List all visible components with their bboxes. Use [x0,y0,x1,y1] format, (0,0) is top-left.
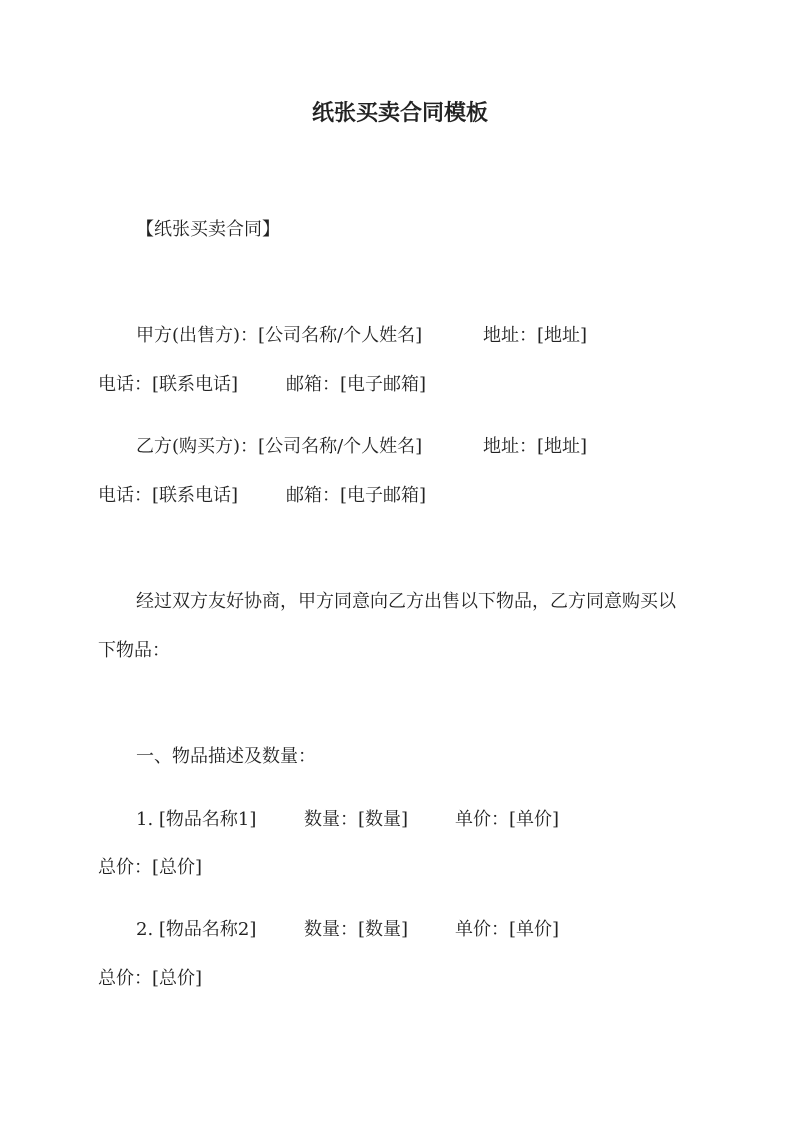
item-2-total: 总价：[总价] [98,968,203,989]
party-b-email: 邮箱：[电子邮箱] [286,485,427,506]
party-a-label: 甲方(出售方)：[公司名称/个人姓名] [136,325,423,346]
party-b-phone: 电话：[联系电话] [98,485,239,506]
item-1-quantity: 数量：[数量] [304,809,409,830]
party-a-phone: 电话：[联系电话] [98,374,239,395]
item-2-quantity: 数量：[数量] [304,919,409,940]
item-1-unit-price: 单价：[单价] [455,809,560,830]
agreement-line-2: 下物品： [98,640,170,661]
party-a-address: 地址：[地址] [483,325,588,346]
document-title: 纸张买卖合同模板 [311,100,488,126]
section-heading: 【纸张买卖合同】 [136,219,280,240]
item-2-name: 2. [物品名称2] [136,919,257,940]
item-1-total: 总价：[总价] [98,857,203,878]
party-a-line [136,324,422,348]
party-b-label: 乙方(购买方)：[公司名称/个人姓名] [136,436,423,457]
clause-1-heading: 一、物品描述及数量： [136,746,316,767]
party-b-address: 地址：[地址] [483,436,588,457]
item-1-name: 1. [物品名称1] [136,809,257,830]
item-2-unit-price: 单价：[单价] [455,919,560,940]
agreement-line-1: 经过双方友好协商，甲方同意向乙方出售以下物品，乙方同意购买以 [136,591,676,612]
party-a-email: 邮箱：[电子邮箱] [286,374,427,395]
